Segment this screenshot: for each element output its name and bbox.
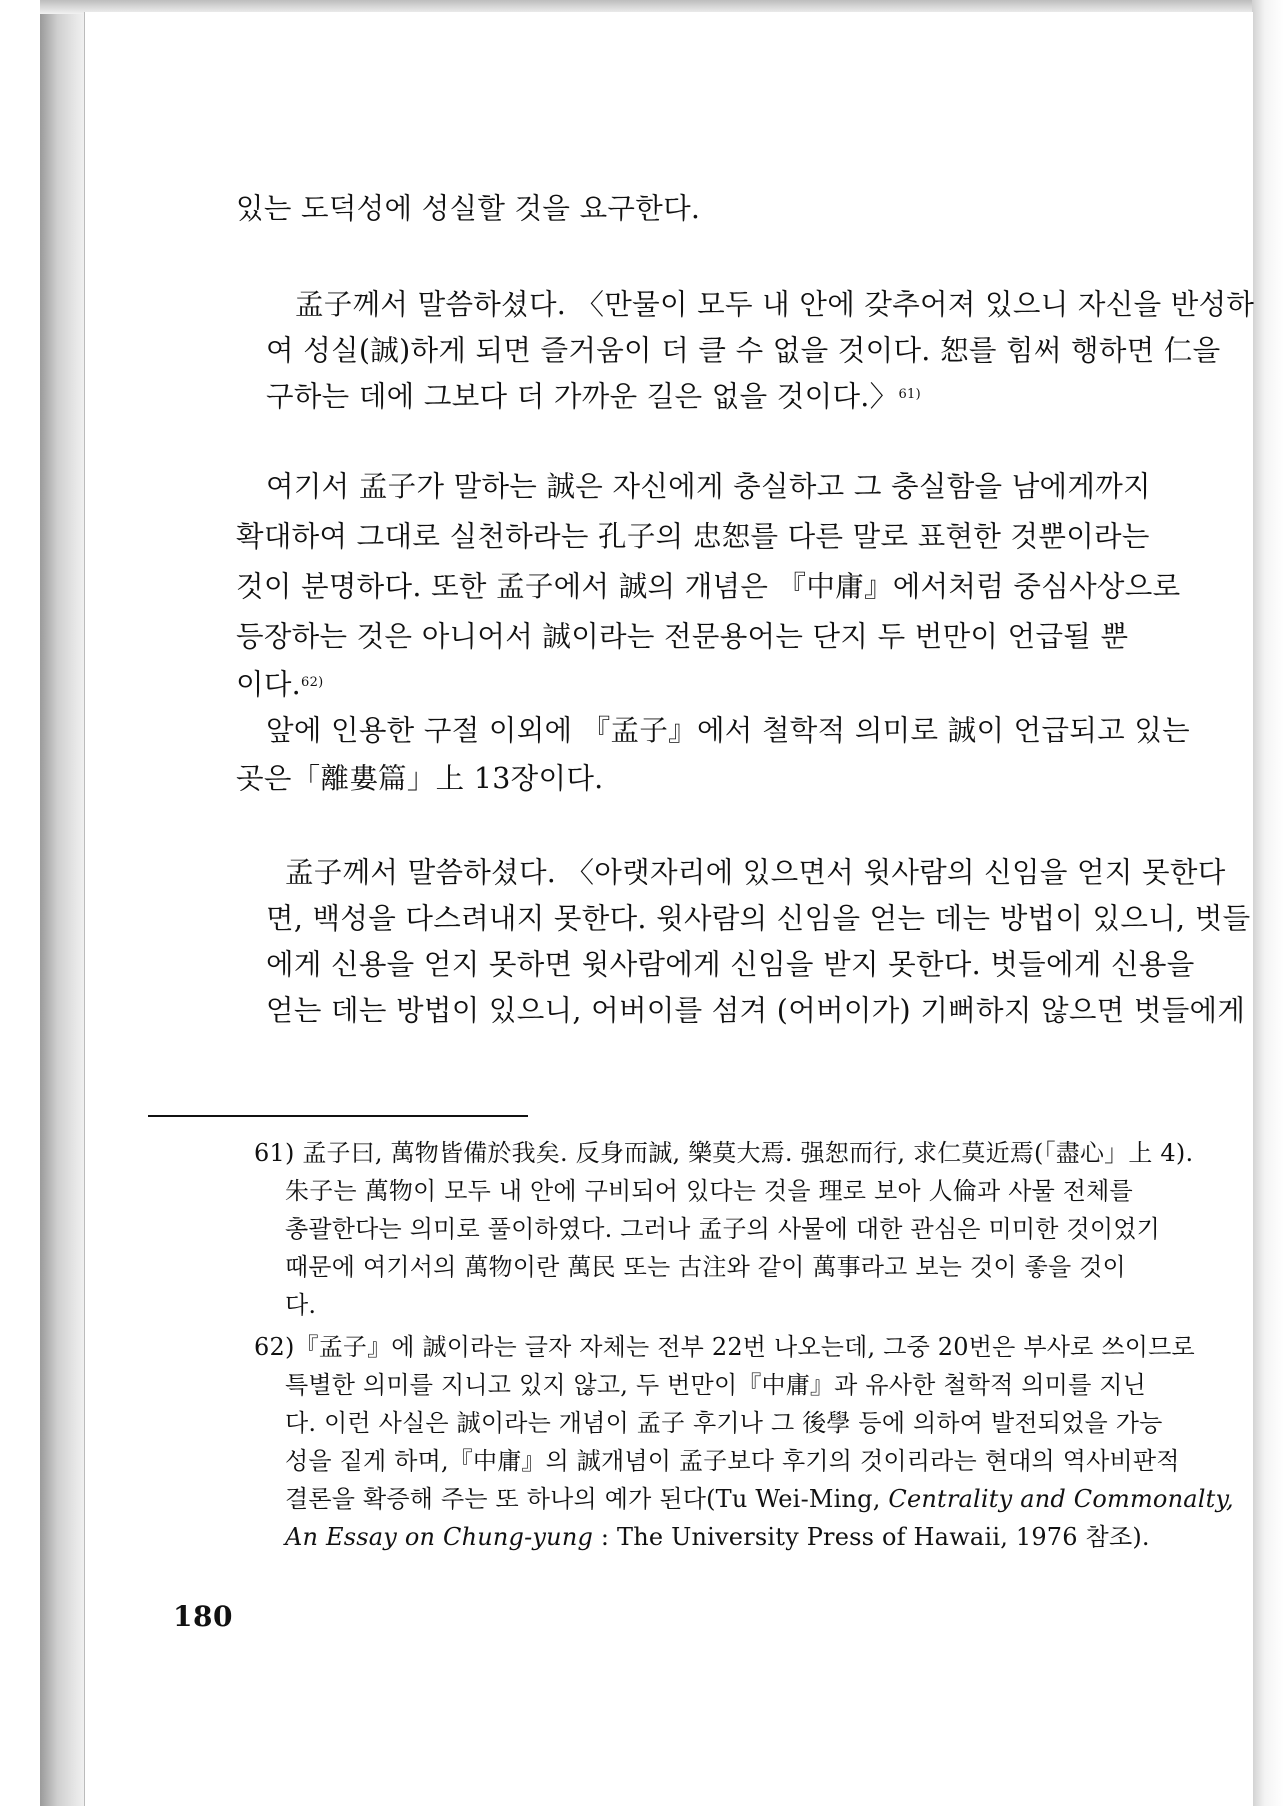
page-number: 180 bbox=[173, 1600, 233, 1633]
footnote-ref: 61) bbox=[898, 387, 921, 402]
body-line: 곳은「離婁篇」上 13장이다. bbox=[236, 762, 604, 795]
footnote-ref: 62) bbox=[301, 675, 324, 690]
footnote-62-line: 특별한 의미를 지니고 있지 않고, 두 번만이『中庸』과 유사한 철학적 의미를 지닌 bbox=[285, 1371, 1147, 1399]
quote-line: 孟子께서 말씀하셨다. 〈아랫자리에 있으면서 윗사람의 신임을 얻지 못한다 bbox=[285, 856, 1226, 889]
footnote-rule bbox=[148, 1115, 528, 1117]
page-shadow bbox=[1252, 0, 1284, 1806]
body-line: 있는 도덕성에 성실할 것을 요구한다. bbox=[236, 192, 701, 225]
body-line: 확대하여 그대로 실천하라는 孔子의 忠恕를 다른 말로 표현한 것뿐이라는 bbox=[236, 520, 1150, 553]
quote-line: 면, 백성을 다스려내지 못한다. 윗사람의 신임을 얻는 데는 방법이 있으니, 벗들 bbox=[266, 902, 1251, 935]
footnote-61-line: 朱子는 萬物이 모두 내 안에 구비되어 있다는 것을 理로 보아 人倫과 사물 전체를 bbox=[285, 1177, 1133, 1205]
body-line: 앞에 인용한 구절 이외에 『孟子』에서 철학적 의미로 誠이 언급되고 있는 bbox=[266, 714, 1191, 747]
footnote-61-line: 총괄한다는 의미로 풀이하였다. 그러나 孟子의 사물에 대한 관심은 미미한 것이었기 bbox=[285, 1215, 1160, 1243]
footnote-62-line: 다. 이런 사실은 誠이라는 개념이 孟子 후기나 그 後學 등에 의하여 발전되었을 가능 bbox=[285, 1409, 1163, 1437]
body-line: 것이 분명하다. 또한 孟子에서 誠의 개념은 『中庸』에서처럼 중심사상으로 bbox=[236, 570, 1181, 603]
body-line: 이다.$^{62)}$ bbox=[236, 668, 324, 701]
footnote-62-line: 성을 짙게 하며,『中庸』의 誠개념이 孟子보다 후기의 것이리라는 현대의 역사비판적 bbox=[285, 1447, 1180, 1475]
footnote-61: 61) 孟子曰, 萬物皆備於我矣. 反身而誠, 樂莫大焉. 强恕而行, 求仁莫近焉(「盡心」上 4). bbox=[254, 1139, 1194, 1167]
body-line: 여기서 孟子가 말하는 誠은 자신에게 충실하고 그 충실함을 남에게까지 bbox=[266, 470, 1151, 503]
body-line: 등장하는 것은 아니어서 誠이라는 전문용어는 단지 두 번만이 언급될 뿐 bbox=[236, 620, 1129, 653]
book-edge bbox=[40, 0, 90, 1806]
footnote-61-line: 다. bbox=[285, 1291, 317, 1319]
footnote-62-line: An Essay on Chung-yung : The University Press of Hawaii, 1976 참조). bbox=[285, 1523, 1150, 1551]
quote-line: 구하는 데에 그보다 더 가까운 길은 없을 것이다.〉$^{61)}$ bbox=[266, 380, 921, 413]
footnote-61-line: 때문에 여기서의 萬物이란 萬民 또는 古注와 같이 萬事라고 보는 것이 좋을 것이 bbox=[285, 1253, 1126, 1281]
footnote-62-line: 결론을 확증해 주는 또 하나의 예가 된다(Tu Wei-Ming, Centrality and Commonalty, bbox=[285, 1485, 1234, 1513]
footnote-62: 62)『孟子』에 誠이라는 글자 자체는 전부 22번 나오는데, 그중 20번은 부사로 쓰이므로 bbox=[254, 1333, 1195, 1361]
quote-line: 에게 신용을 얻지 못하면 윗사람에게 신임을 받지 못한다. 벗들에게 신용을 bbox=[266, 948, 1195, 981]
quote-line: 얻는 데는 방법이 있으니, 어버이를 섬겨 (어버이가) 기뻐하지 않으면 벗들에게 bbox=[266, 994, 1246, 1027]
quote-line: 여 성실(誠)하게 되면 즐거움이 더 클 수 없을 것이다. 恕를 힘써 행하면 仁을 bbox=[266, 334, 1221, 367]
quote-line: 孟子께서 말씀하셨다. 〈만물이 모두 내 안에 갖추어져 있으니 자신을 반성하 bbox=[295, 288, 1255, 321]
